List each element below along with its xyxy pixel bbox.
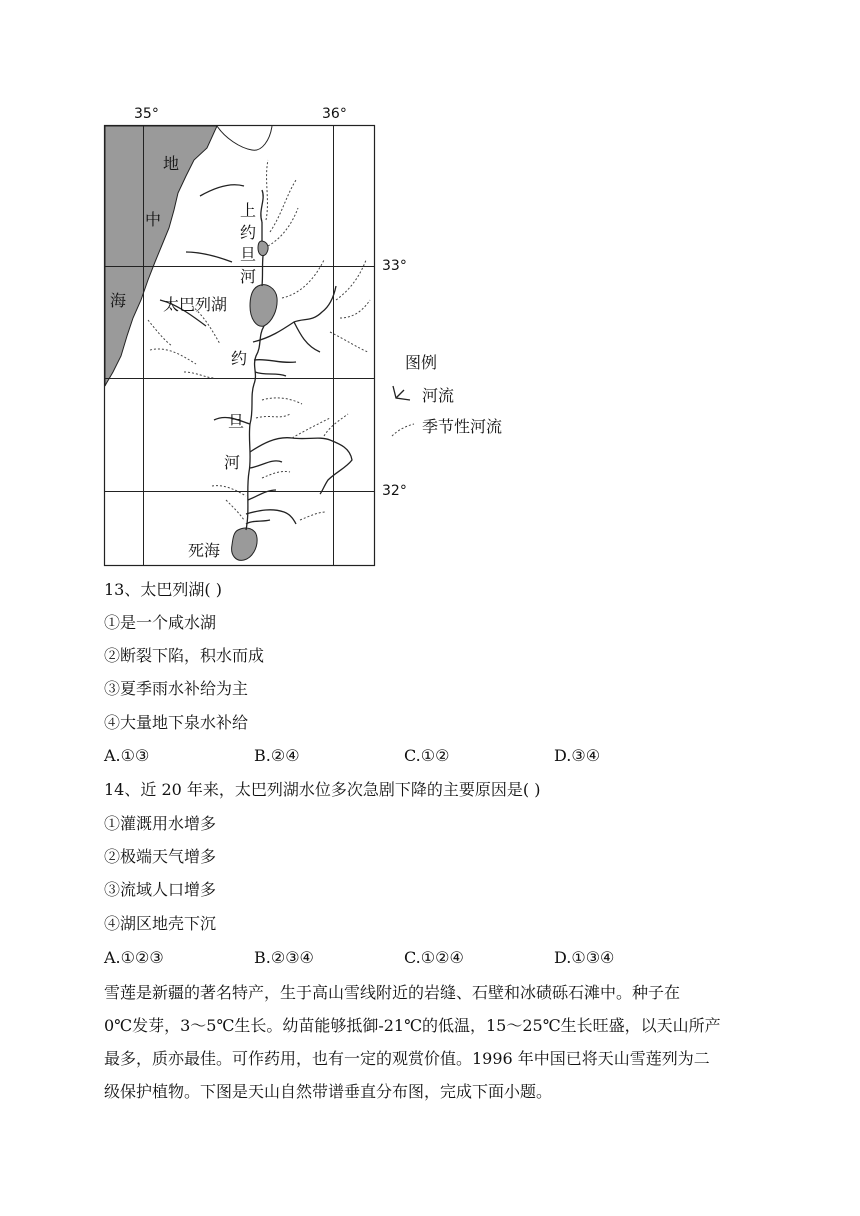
q13-option-a[interactable]: A.①③ — [104, 746, 150, 765]
q14-option-b[interactable]: B.②③④ — [254, 948, 314, 967]
legend-seasonal-symbol — [392, 424, 414, 436]
lon-label-35: 35° — [134, 106, 159, 122]
q14-item-4: ④湖区地壳下沉 — [104, 914, 217, 933]
dead-sea-label: 死海 — [188, 541, 221, 560]
lower-river-char-3: 河 — [224, 453, 241, 472]
lake-tiberias-label: 太巴列湖 — [163, 295, 228, 314]
upper-river-char-3: 旦 — [240, 245, 257, 264]
hula-lake — [258, 241, 268, 256]
q14-item-2: ②极端天气增多 — [104, 847, 217, 866]
lower-river-char-2: 旦 — [228, 412, 245, 431]
lon-label-36: 36° — [322, 106, 347, 122]
q13-option-b[interactable]: B.②④ — [254, 746, 300, 765]
q13-item-4: ④大量地下泉水补给 — [104, 713, 249, 732]
passage-line-1: 雪莲是新疆的著名特产，生于高山雪线附近的岩缝、石壁和冰碛砾石滩中。种子在 — [104, 983, 681, 1002]
q14-item-1: ①灌溉用水增多 — [104, 814, 217, 833]
upper-river-char-4: 河 — [240, 267, 257, 286]
lat-label-32: 32° — [382, 483, 407, 499]
q13-option-d[interactable]: D.③④ — [554, 746, 601, 765]
sea-label-char-3: 海 — [110, 291, 127, 310]
q13-item-3: ③夏季雨水补给为主 — [104, 679, 249, 698]
lat-label-33: 33° — [382, 258, 407, 274]
q14-option-d[interactable]: D.①③④ — [554, 948, 615, 967]
legend-river-symbol — [393, 386, 410, 400]
q13-option-c[interactable]: C.①② — [404, 746, 450, 765]
q14-option-c[interactable]: C.①②④ — [404, 948, 464, 967]
sea-label-char-2: 中 — [145, 210, 162, 229]
legend-seasonal-label: 季节性河流 — [422, 417, 503, 436]
q13-item-1: ①是一个咸水湖 — [104, 613, 217, 632]
legend-river-label: 河流 — [422, 386, 455, 405]
q14-item-3: ③流域人口增多 — [104, 880, 217, 899]
jordan-river-map — [0, 0, 860, 580]
legend-title: 图例 — [405, 353, 438, 372]
upper-river-char-1: 上 — [240, 201, 257, 220]
q14-option-a[interactable]: A.①②③ — [104, 948, 164, 967]
q14-stem: 14、近 20 年来，太巴列湖水位多次急剧下降的主要原因是( ) — [104, 780, 541, 799]
sea-label-char-1: 地 — [163, 154, 180, 173]
lower-river-char-1: 约 — [231, 349, 248, 368]
upper-river-char-2: 约 — [240, 223, 257, 242]
q13-stem: 13、太巴列湖( ) — [104, 580, 222, 599]
q13-item-2: ②断裂下陷，积水而成 — [104, 646, 265, 665]
passage-line-3: 最多，质亦最佳。可作药用，也有一定的观赏价值。1996 年中国已将天山雪莲列为二 — [104, 1049, 710, 1068]
passage-line-2: 0℃发芽，3～5℃生长。幼苗能够抵御-21℃的低温，15～25℃生长旺盛，以天山所产 — [104, 1016, 721, 1035]
passage-line-4: 级保护植物。下图是天山自然带谱垂直分布图，完成下面小题。 — [104, 1082, 553, 1101]
